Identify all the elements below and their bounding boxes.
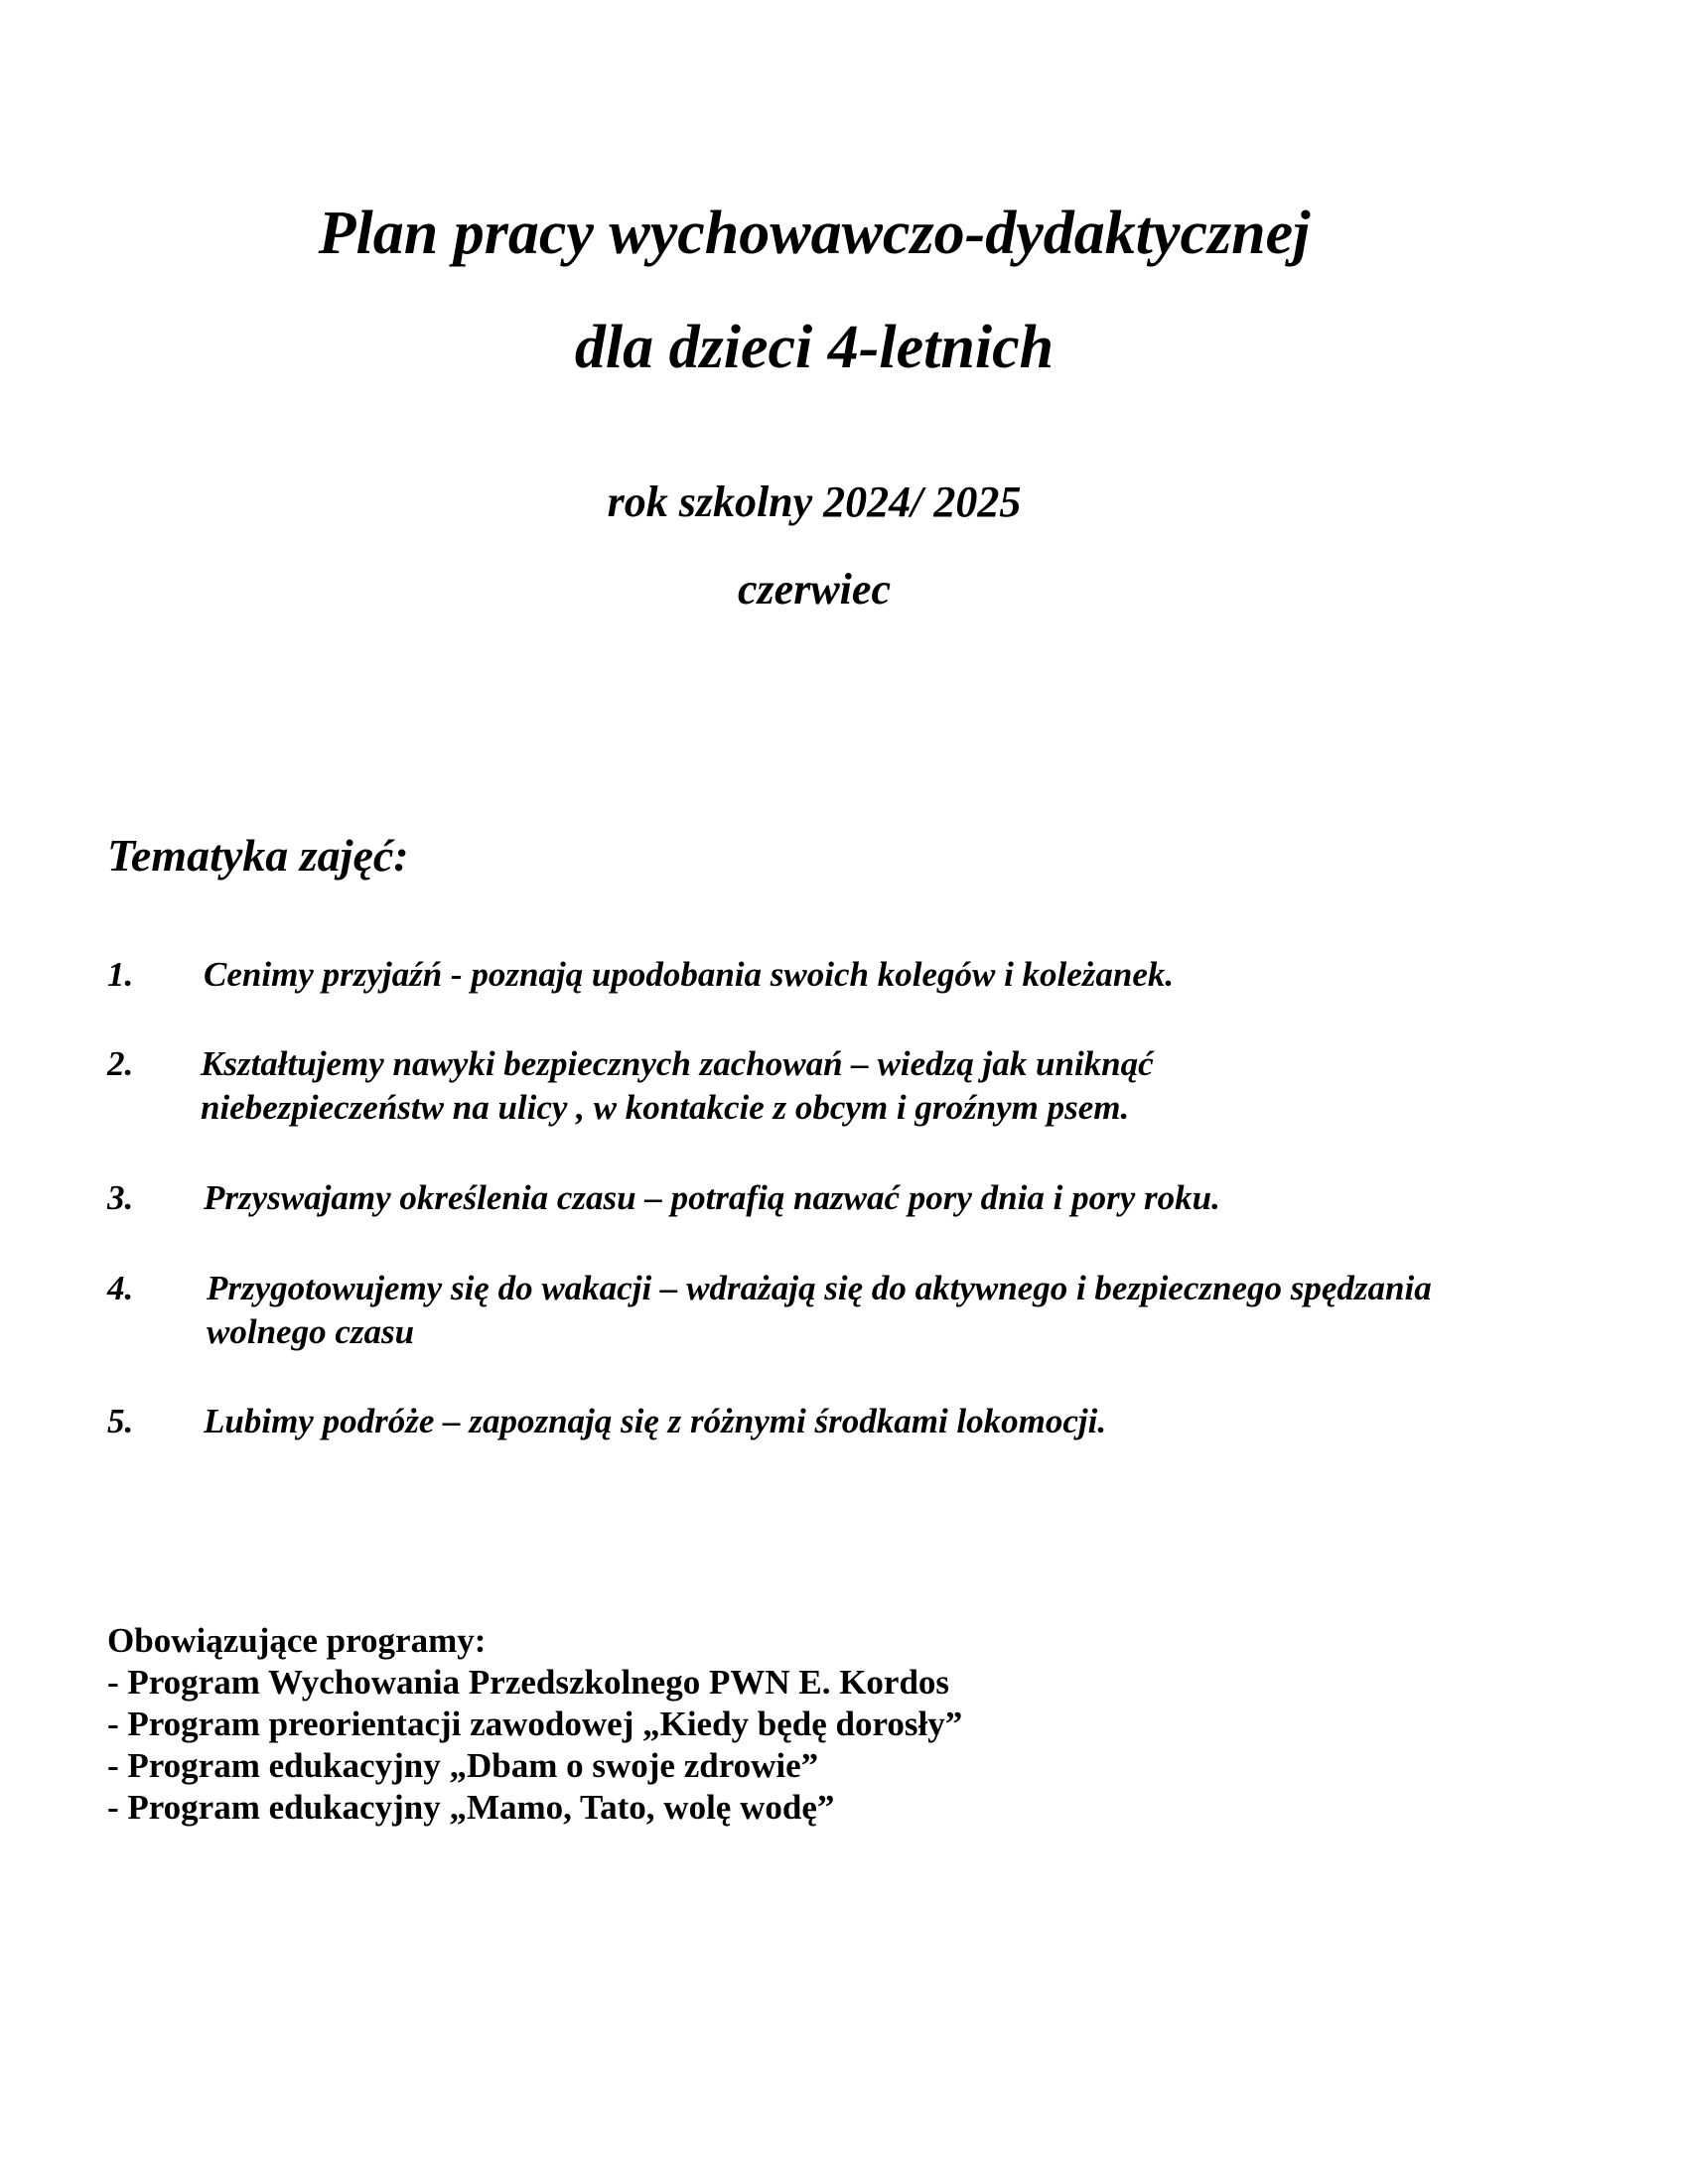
month-label: czerwiec [738,565,891,614]
programs-section [107,1620,962,1829]
school-year: rok szkolny 2024/ 2025 [607,478,1022,526]
topic-text: Kształtujemy nawyki bezpiecznych zachowań – wiedzą jak uniknąć niebezpieczeństw na ulicy , w kontakcie z obcym i groźnym psem. [201,1044,1154,1127]
topic-number: 1. [107,955,134,994]
topic-text: Lubimy podróże – zapoznają się z różnymi środkami lokomocji. [204,1402,1107,1440]
topics-heading: Tematyka zajęć: [107,830,409,881]
program-item: - Program preorientacji zawodowej „Kiedy będę dorosły” [107,1705,963,1743]
document-title-line-2: dla dzieci 4-letnich [574,314,1055,381]
topic-text: Przyswajamy określenia czasu – potrafią nazwać pory dnia i pory roku. [204,1178,1220,1217]
topic-number: 4. [107,1269,134,1307]
topic-number: 2. [107,1044,134,1083]
program-item: - Program edukacyjny „Dbam o swoje zdrowie” [107,1746,819,1785]
program-item: - Program edukacyjny „Mamo, Tato, wolę wodę” [107,1788,835,1827]
topic-number: 3. [107,1178,134,1217]
document-title-line-1: Plan pracy wychowawczo-dydaktycznej [318,200,1311,267]
topic-text: Cenimy przyjaźń - poznają upodobania swoich kolegów i koleżanek. [204,955,1175,994]
topic-text: Przygotowujemy się do wakacji – wdrażają się do aktywnego i bezpiecznego spędzania wolnego czasu [207,1269,1432,1351]
program-item: - Program Wychowania Przedszkolnego PWN E. Kordos [107,1663,950,1702]
programs-heading: Obowiązujące programy: [107,1621,487,1660]
topic-number: 5. [107,1402,134,1440]
